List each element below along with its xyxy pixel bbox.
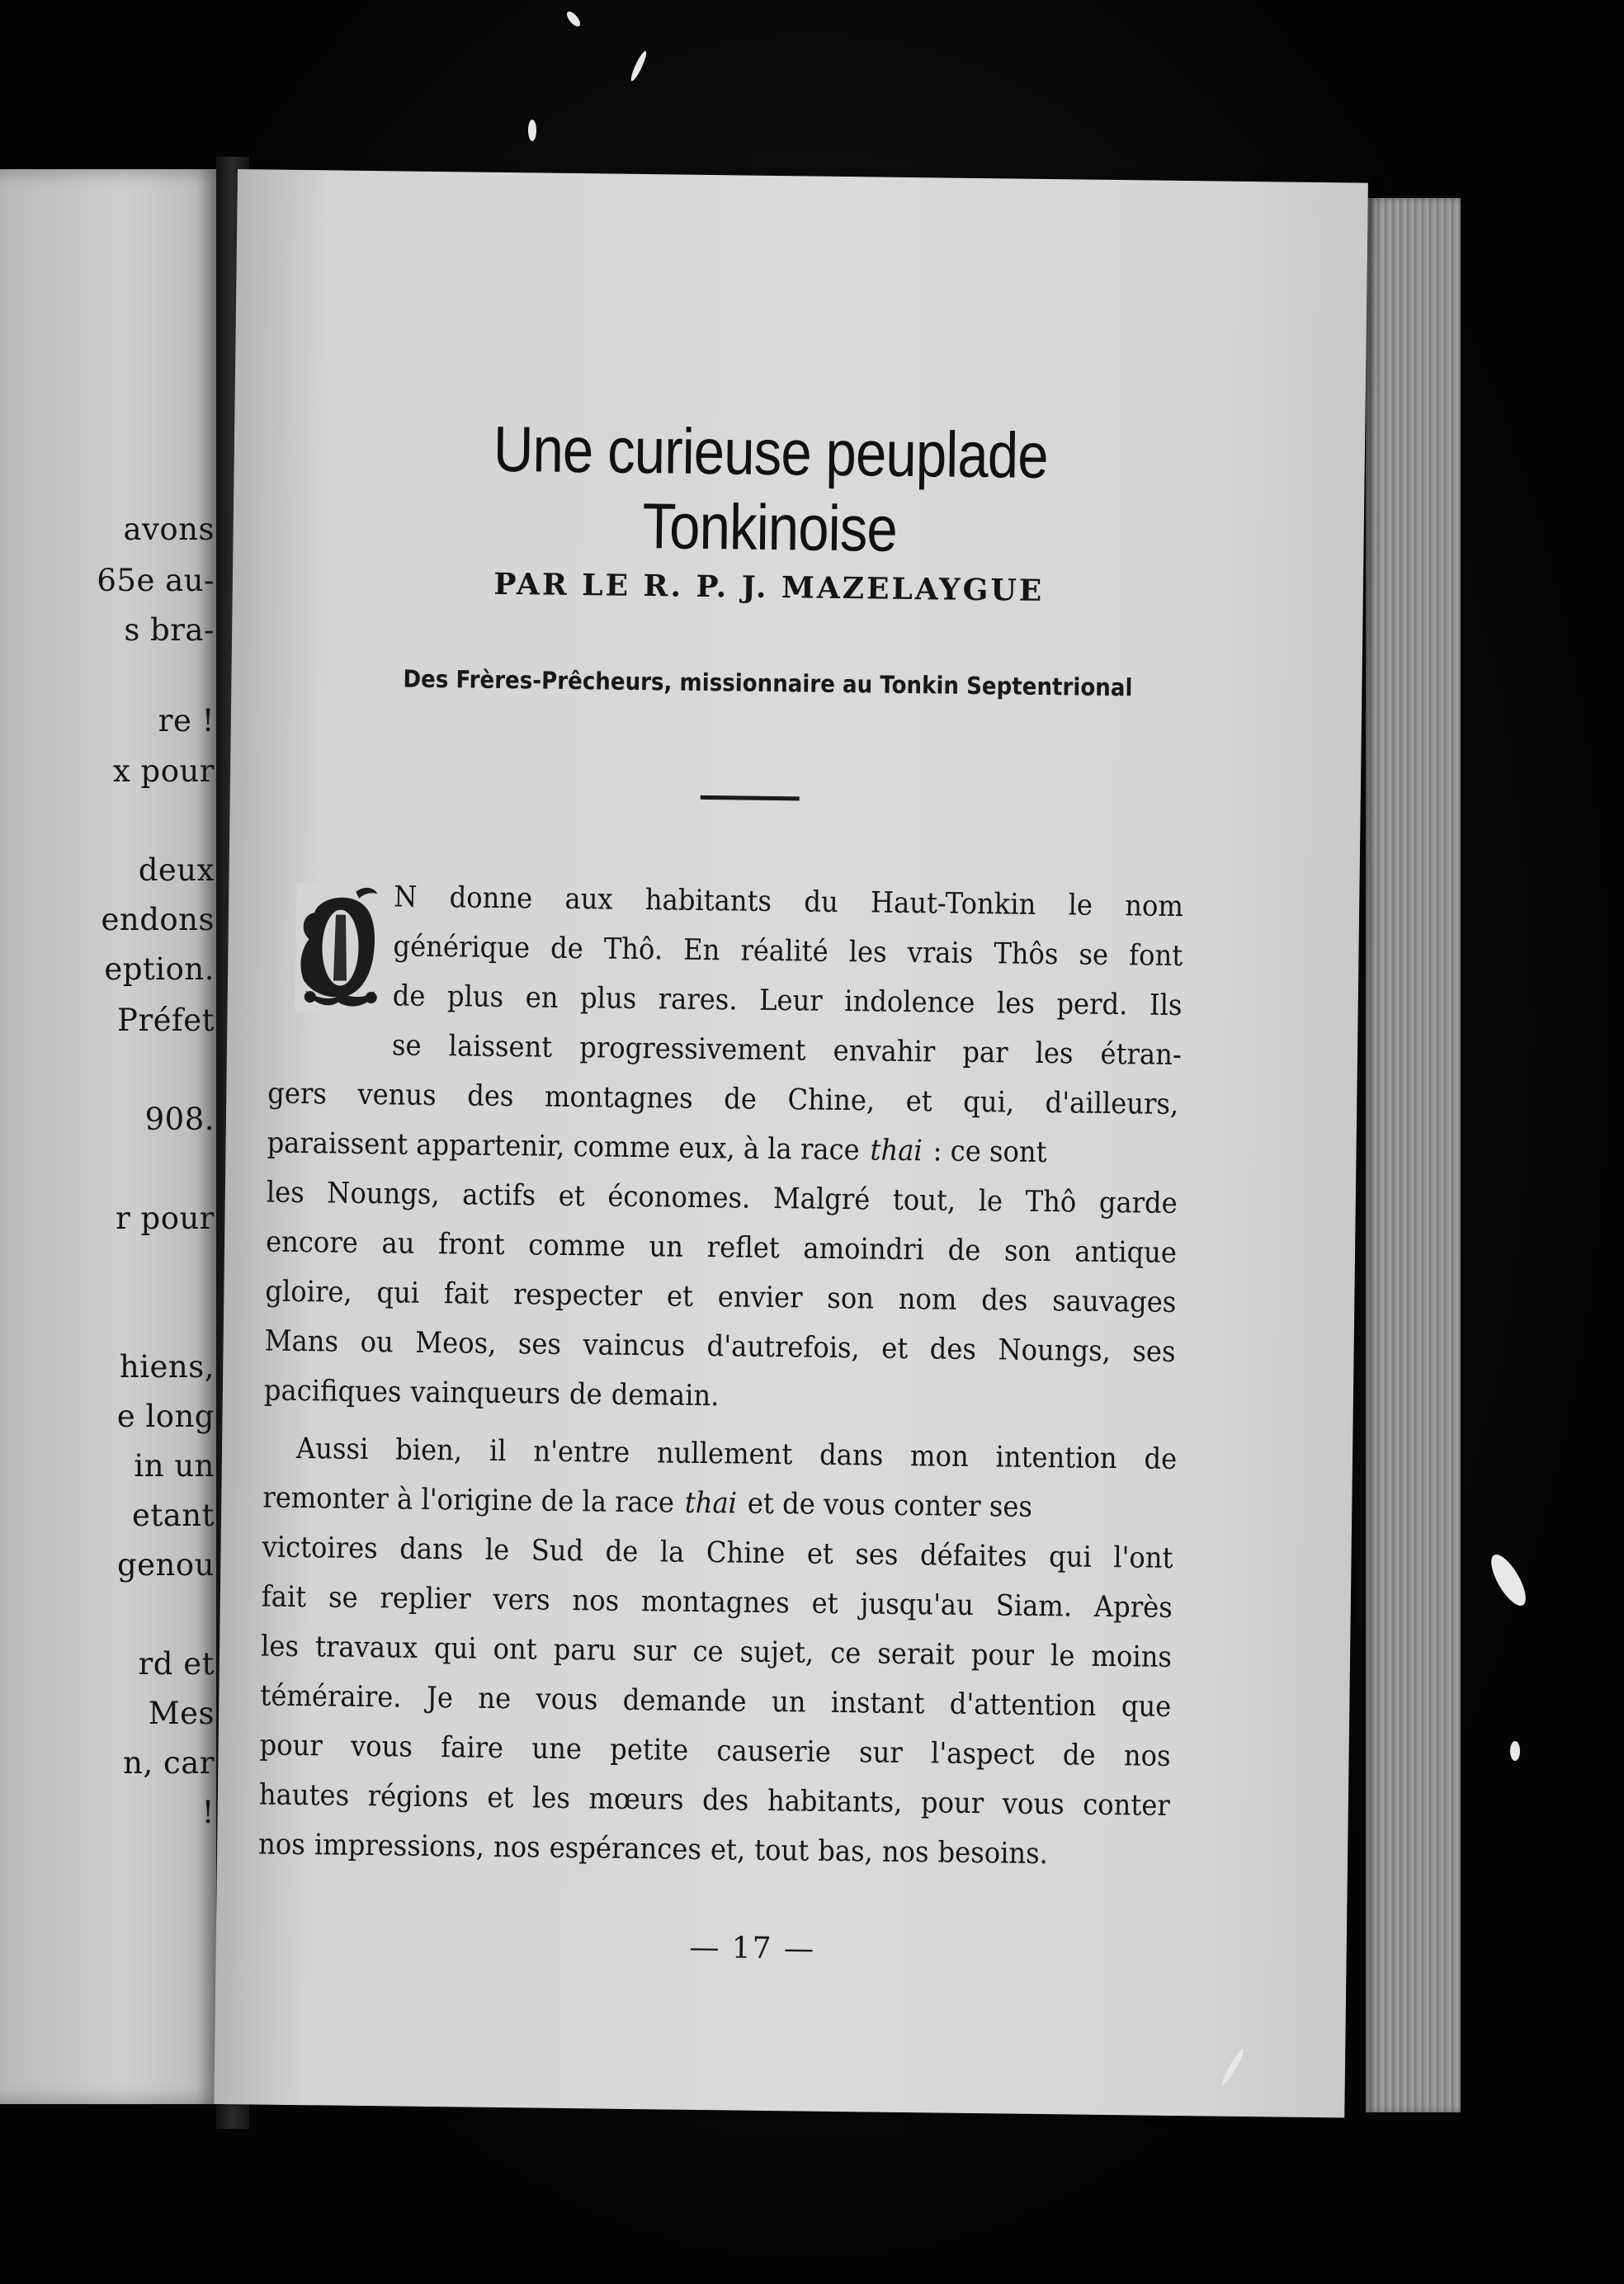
left-page-line: 908.	[144, 1102, 215, 1137]
word: économes.	[607, 1180, 751, 1215]
left-page-line: rd et	[138, 1646, 215, 1682]
word: dans	[399, 1532, 464, 1567]
word: se	[328, 1581, 358, 1615]
word: nom	[898, 1282, 957, 1317]
paragraph-1-line	[393, 930, 1183, 973]
word: ont	[493, 1632, 537, 1667]
word: pour	[970, 1638, 1035, 1673]
line-text: et de vous conter ses	[747, 1487, 1033, 1524]
line-text: remonter à l'origine de la race	[262, 1481, 675, 1520]
word: de	[605, 1535, 639, 1569]
article	[214, 169, 1368, 2118]
paragraph-1-line	[394, 880, 1183, 923]
word: de	[723, 1083, 758, 1116]
article-affiliation: Des Frères-Prêcheurs, missionnaire au Tonkin Septentrional	[403, 664, 1133, 702]
word: son	[1003, 1234, 1051, 1269]
word: étran-	[1100, 1037, 1183, 1073]
word: Chine,	[787, 1083, 876, 1118]
word: nos	[881, 1835, 929, 1870]
left-page-line: r pour	[116, 1201, 215, 1236]
word: vers	[493, 1583, 550, 1617]
dust-speck	[1510, 1741, 1520, 1761]
word: habitants,	[767, 1784, 903, 1819]
word: font	[1128, 939, 1183, 974]
word: au	[381, 1227, 415, 1261]
word: nom	[1125, 890, 1184, 924]
word: ses	[1132, 1335, 1176, 1369]
word: actifs	[462, 1178, 536, 1213]
word: n'entre	[533, 1435, 630, 1470]
word: se	[391, 1029, 422, 1063]
paragraph-2-line	[262, 1481, 1173, 1525]
article-title: Une curieuse peuplade Tonkinoise	[493, 412, 1049, 565]
word: tout,	[892, 1183, 956, 1218]
word: comme	[528, 1229, 626, 1263]
word: Aussi	[295, 1432, 369, 1467]
word: causerie	[716, 1734, 832, 1769]
paragraph-2-line	[296, 1432, 1178, 1476]
word: de	[1062, 1739, 1096, 1772]
word: fait	[261, 1580, 307, 1615]
word: Ils	[1149, 989, 1183, 1023]
left-page-line: Préfet	[117, 1003, 215, 1038]
word: d'ailleurs,	[1045, 1087, 1179, 1122]
word: et	[905, 1084, 932, 1119]
word: les	[266, 1176, 304, 1210]
word: paru	[553, 1633, 616, 1668]
word: de	[392, 979, 426, 1013]
word: téméraire.	[260, 1679, 402, 1715]
word: demain.	[611, 1378, 720, 1413]
line-text: : ce sont	[932, 1135, 1047, 1170]
word: de	[1144, 1442, 1178, 1477]
word: et,	[710, 1833, 746, 1867]
word: et	[666, 1280, 694, 1314]
paragraph-1-line	[392, 1029, 1182, 1072]
page-edges	[1366, 198, 1461, 2112]
word: fait	[443, 1277, 489, 1311]
word: qui	[433, 1632, 477, 1666]
article-author: PAR LE R. P. J. MAZELAYGUE	[493, 566, 1045, 608]
word: un	[649, 1230, 684, 1264]
paragraph-2-line	[262, 1531, 1173, 1574]
word: replier	[380, 1582, 471, 1616]
left-page-line: re !	[158, 703, 215, 739]
word: ce	[829, 1636, 862, 1671]
paragraph-1-line	[264, 1325, 1175, 1369]
word: sur	[858, 1736, 903, 1770]
paragraph-1-line	[267, 1078, 1178, 1121]
word: se	[1079, 938, 1109, 972]
left-page-line: eption.	[104, 951, 215, 987]
word: travaux	[314, 1630, 418, 1665]
word: intention	[995, 1441, 1117, 1476]
word: des	[701, 1784, 749, 1818]
word: les	[260, 1630, 300, 1664]
word: réalité	[740, 934, 829, 969]
word: mon	[909, 1440, 969, 1474]
word: instant	[830, 1686, 925, 1721]
word: besoins.	[937, 1836, 1049, 1871]
dust-speck	[528, 120, 536, 141]
word: sauvages	[1052, 1285, 1177, 1319]
left-page-line: !	[201, 1795, 215, 1830]
word: Après	[1093, 1590, 1173, 1625]
word: laissent	[448, 1030, 553, 1064]
word: des	[981, 1284, 1028, 1318]
word: vous	[350, 1730, 413, 1764]
word: plus	[446, 980, 504, 1015]
word: un	[771, 1686, 806, 1720]
word: ce	[692, 1635, 724, 1669]
page-number: — 17 —	[689, 1930, 816, 1966]
word: encore	[265, 1225, 359, 1260]
word: régions	[367, 1780, 470, 1814]
word: venus	[357, 1078, 437, 1113]
ornamental-drop-cap	[294, 881, 385, 1014]
word: dans	[819, 1438, 884, 1473]
word: gers	[267, 1077, 328, 1111]
left-page-line: endons	[101, 902, 215, 937]
word: montagnes	[640, 1585, 791, 1621]
word: gloire,	[265, 1275, 352, 1310]
word: progressivement	[579, 1031, 806, 1068]
word: les	[1035, 1036, 1074, 1071]
word: vrais	[907, 936, 974, 970]
word: d'autrefois,	[706, 1330, 861, 1366]
word: donne	[449, 881, 533, 916]
word: l'ont	[1113, 1541, 1173, 1575]
word: impressions,	[314, 1829, 485, 1864]
italic-word: thai	[684, 1486, 738, 1521]
word: reflet	[706, 1231, 780, 1266]
word: jusqu'au	[860, 1588, 975, 1623]
word: bien,	[394, 1433, 463, 1468]
word: rares.	[658, 983, 738, 1017]
word: son	[827, 1281, 875, 1316]
word: vainqueurs	[410, 1376, 561, 1411]
left-page-line: deux	[138, 852, 215, 888]
word: pour	[259, 1729, 323, 1763]
word: serait	[877, 1637, 956, 1672]
word: et	[558, 1179, 586, 1214]
word: front	[437, 1228, 505, 1262]
word: envahir	[833, 1034, 936, 1069]
word: nos	[1123, 1739, 1171, 1773]
left-page-line: Mes	[148, 1696, 215, 1731]
word: Siam.	[995, 1589, 1073, 1624]
left-page-line: n, car	[123, 1745, 215, 1781]
word: Thô.	[603, 932, 663, 967]
word: les	[531, 1781, 571, 1816]
word: habitants	[644, 884, 772, 918]
word: pacifiques	[263, 1374, 402, 1409]
word: Noungs,	[998, 1333, 1112, 1369]
word: garde	[1098, 1186, 1178, 1221]
word: du	[804, 885, 838, 919]
word: qui,	[962, 1085, 1015, 1120]
word: Meos,	[414, 1326, 497, 1361]
word: Chine	[706, 1536, 786, 1571]
word: hautes	[258, 1778, 350, 1813]
word: il	[489, 1434, 507, 1469]
paragraph-2-line	[261, 1630, 1172, 1673]
word: aux	[564, 882, 613, 917]
paragraph-1-line	[266, 1226, 1177, 1270]
word: Noungs,	[327, 1177, 440, 1212]
word: ses	[855, 1538, 899, 1572]
word: Thôs	[994, 937, 1059, 972]
paragraph-2-line	[259, 1778, 1170, 1822]
left-page-line: 65e au-	[97, 563, 215, 598]
word: amoindri	[803, 1232, 925, 1267]
word: l'aspect	[930, 1737, 1035, 1772]
paragraph-1-line	[267, 1127, 1178, 1171]
word: vous	[536, 1682, 598, 1717]
paragraph-1-line	[264, 1375, 795, 1414]
word: sujet,	[739, 1635, 814, 1670]
word: et	[881, 1332, 909, 1366]
word: ses	[517, 1328, 562, 1361]
word: une	[531, 1732, 583, 1767]
word: qui	[1048, 1541, 1092, 1574]
word: tout	[753, 1833, 810, 1868]
section-rule	[701, 795, 800, 800]
word: moins	[1091, 1640, 1173, 1674]
word: demande	[622, 1683, 747, 1719]
word: petite	[610, 1733, 689, 1767]
word: générique	[393, 930, 531, 965]
word: mœurs	[588, 1782, 684, 1817]
word: Je	[426, 1681, 454, 1715]
word: et	[487, 1781, 514, 1815]
word: perd.	[1056, 988, 1128, 1022]
word: la	[659, 1536, 685, 1569]
word: envier	[717, 1281, 803, 1315]
word: Thô	[1025, 1185, 1077, 1220]
word: le	[1050, 1640, 1075, 1673]
word: indolence	[844, 985, 975, 1020]
word: ou	[360, 1325, 394, 1360]
left-page	[0, 169, 224, 2104]
word: par	[962, 1036, 1008, 1070]
word: nos	[572, 1584, 620, 1618]
word: ne	[478, 1682, 512, 1716]
word: nos	[493, 1830, 541, 1865]
word: Haut-Tonkin	[870, 886, 1036, 922]
word: les	[848, 936, 887, 970]
word: de	[569, 1378, 602, 1412]
word: Malgré	[772, 1182, 871, 1217]
word: le	[978, 1185, 1003, 1219]
word: le	[1068, 889, 1093, 923]
paragraph-1-line	[267, 1177, 1178, 1220]
word: Mans	[264, 1324, 339, 1359]
word: de	[947, 1234, 981, 1268]
paragraph-2-line	[258, 1828, 1169, 1871]
word: sur	[632, 1634, 677, 1668]
word: pour	[920, 1786, 984, 1821]
word: Sud	[531, 1534, 584, 1569]
paragraph-2-line	[259, 1729, 1170, 1772]
word: plus	[579, 982, 637, 1016]
word: des	[466, 1079, 514, 1114]
word: respecter	[512, 1278, 643, 1314]
italic-word: thai	[870, 1134, 923, 1168]
left-page-line: e long	[116, 1399, 215, 1434]
left-page-line: in un	[134, 1448, 215, 1484]
word: nullement	[656, 1437, 793, 1472]
word: qui	[376, 1276, 420, 1310]
word: N	[393, 880, 418, 914]
word: bas,	[818, 1834, 874, 1869]
word: conter	[1082, 1788, 1171, 1823]
word: antique	[1074, 1235, 1178, 1270]
word: de	[550, 932, 584, 966]
word: en	[525, 981, 559, 1015]
paragraph-2-line	[260, 1679, 1171, 1723]
left-page-line: etant	[131, 1498, 215, 1533]
word: vaincus	[583, 1328, 686, 1363]
word: victoires	[262, 1531, 378, 1566]
word: montagnes	[544, 1080, 693, 1116]
word: espérances	[549, 1831, 702, 1867]
word: En	[682, 933, 720, 968]
line-text: paraissent appartenir, comme eux, à la race	[267, 1126, 860, 1168]
word: défaites	[919, 1539, 1027, 1574]
word: des	[929, 1333, 977, 1367]
left-page-line: x pour	[112, 753, 215, 789]
left-page-line: s bra-	[124, 612, 215, 648]
word: et	[806, 1537, 834, 1571]
word: faire	[441, 1731, 504, 1766]
left-page-line: hiens,	[119, 1349, 215, 1385]
left-page-line: genou	[116, 1547, 215, 1583]
word: vous	[1002, 1787, 1065, 1822]
word: d'attention	[949, 1687, 1097, 1723]
word: que	[1121, 1690, 1172, 1724]
word: les	[996, 987, 1036, 1021]
paragraph-2-line	[262, 1580, 1173, 1624]
paragraph-1-line	[393, 979, 1183, 1022]
word: le	[484, 1533, 510, 1568]
right-page	[214, 169, 1368, 2118]
word: Leur	[758, 984, 823, 1018]
word: nos	[257, 1828, 306, 1862]
paragraph-1-line	[265, 1276, 1176, 1319]
word: et	[811, 1587, 838, 1621]
left-page-line: avons	[123, 512, 215, 547]
